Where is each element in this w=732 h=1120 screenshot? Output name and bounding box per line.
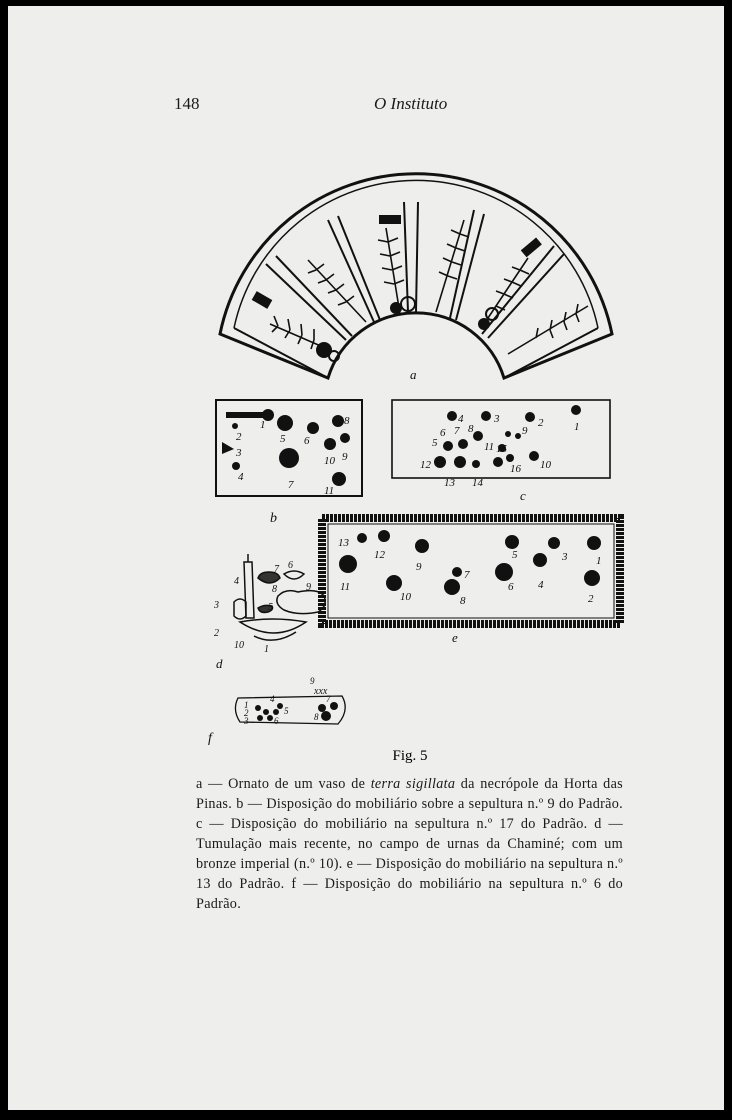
panel-a-ornament: [220, 174, 612, 378]
b-num-3: 3: [236, 447, 242, 459]
b-num-11: 11: [324, 485, 335, 497]
e-num-2: 2: [588, 593, 594, 605]
d-num-6: 6: [288, 560, 293, 571]
c-num-13: 13: [444, 477, 455, 489]
c-num-9: 9: [522, 425, 528, 437]
caption-d: d — Tumulação mais recente, no campo de urnas da Chaminé; com um bronze imperial (n.º 10).: [196, 816, 624, 872]
c-num-5: 5: [432, 437, 438, 449]
e-num-8: 8: [460, 595, 466, 607]
figure-caption-label: Fig. 5: [392, 748, 428, 764]
c-num-6: 6: [440, 427, 446, 439]
e-num-3: 3: [562, 551, 568, 563]
figure-caption: [196, 774, 623, 914]
b-num-5: 5: [280, 433, 286, 445]
f-num-1: 1: [244, 700, 249, 710]
book-page: [8, 6, 724, 1110]
e-num-5: 5: [512, 549, 518, 561]
caption-a-suffix: da necrópole da Horta das Pinas.: [196, 776, 623, 812]
f-marks: xxx: [314, 686, 328, 697]
c-num-4: 4: [458, 413, 464, 425]
b-num-4: 4: [238, 471, 244, 483]
panel-b-label: b: [270, 511, 277, 526]
b-num-6: 6: [304, 435, 310, 447]
caption-c: c — Disposição do mobiliário na sepultura n.º 17 do Padrão.: [196, 816, 588, 832]
f-num-4: 4: [270, 694, 275, 704]
e-num-11: 11: [340, 581, 351, 593]
c-num-12: 12: [420, 459, 431, 471]
c-num-7: 7: [454, 425, 460, 437]
e-num-10: 10: [400, 591, 411, 603]
caption-a-prefix: a — Ornato de um vaso de: [196, 776, 371, 792]
c-num-11: 11: [484, 441, 495, 453]
caption-b: b — Disposição do mobiliário sobre a sepultura n.º 9 do Padrão.: [232, 796, 623, 812]
f-num-5: 5: [284, 706, 289, 716]
e-num-9: 9: [416, 561, 422, 573]
f-num-7: 7: [326, 694, 331, 704]
c-num-8: 8: [468, 423, 474, 435]
d-num-5: 5: [268, 602, 273, 613]
b-num-8: 8: [344, 415, 350, 427]
e-num-7: 7: [464, 569, 470, 581]
d-num-8: 8: [272, 584, 277, 595]
c-num-15: 15: [496, 443, 507, 455]
caption-text: [196, 774, 623, 914]
caption-f: f — Disposição do mobiliário na sepultura n.º 6 do Padrão.: [196, 876, 623, 912]
panel-e-label: e: [452, 630, 458, 645]
panel-d-sketch: [234, 554, 325, 640]
f-num-2: 2: [244, 708, 249, 718]
b-num-2: 2: [236, 431, 242, 443]
f-num-3: 3: [244, 716, 249, 726]
e-num-6: 6: [508, 581, 514, 593]
f-num-8: 8: [314, 712, 319, 722]
panel-e-plan: [322, 518, 620, 624]
caption-a-italic: terra sigillata: [370, 776, 456, 792]
d-num-7: 7: [274, 564, 279, 575]
d-num-10: 10: [234, 640, 244, 651]
panel-c-label: c: [520, 488, 526, 503]
running-title: O Instituto: [374, 94, 448, 113]
d-num-2: 2: [214, 628, 219, 639]
b-num-7: 7: [288, 479, 294, 491]
c-num-1: 1: [574, 421, 580, 433]
e-num-13: 13: [338, 537, 349, 549]
e-num-1: 1: [596, 555, 602, 567]
c-num-3: 3: [494, 413, 500, 425]
e-num-12: 12: [374, 549, 385, 561]
panel-d-label: d: [216, 656, 223, 671]
c-num-14: 14: [472, 477, 483, 489]
panel-a-label: a: [410, 367, 417, 382]
b-num-10: 10: [324, 455, 335, 467]
c-num-10: 10: [540, 459, 551, 471]
f-num-6: 6: [274, 716, 279, 726]
d-num-9: 9: [306, 582, 311, 593]
d-num-3: 3: [214, 600, 219, 611]
page-number: 148: [174, 94, 200, 113]
c-num-16: 16: [510, 463, 521, 475]
panel-f-label: f: [208, 731, 212, 746]
caption-e: e — Disposição do mobiliário na sepultura n.º 13 do Padrão.: [196, 856, 623, 892]
d-num-1: 1: [264, 644, 269, 655]
figure-5: [8, 6, 724, 746]
b-num-1: 1: [260, 419, 266, 431]
e-num-4: 4: [538, 579, 544, 591]
c-num-2: 2: [538, 417, 544, 429]
f-num-9: 9: [310, 676, 315, 686]
b-num-9: 9: [342, 451, 348, 463]
d-num-4: 4: [234, 576, 239, 587]
